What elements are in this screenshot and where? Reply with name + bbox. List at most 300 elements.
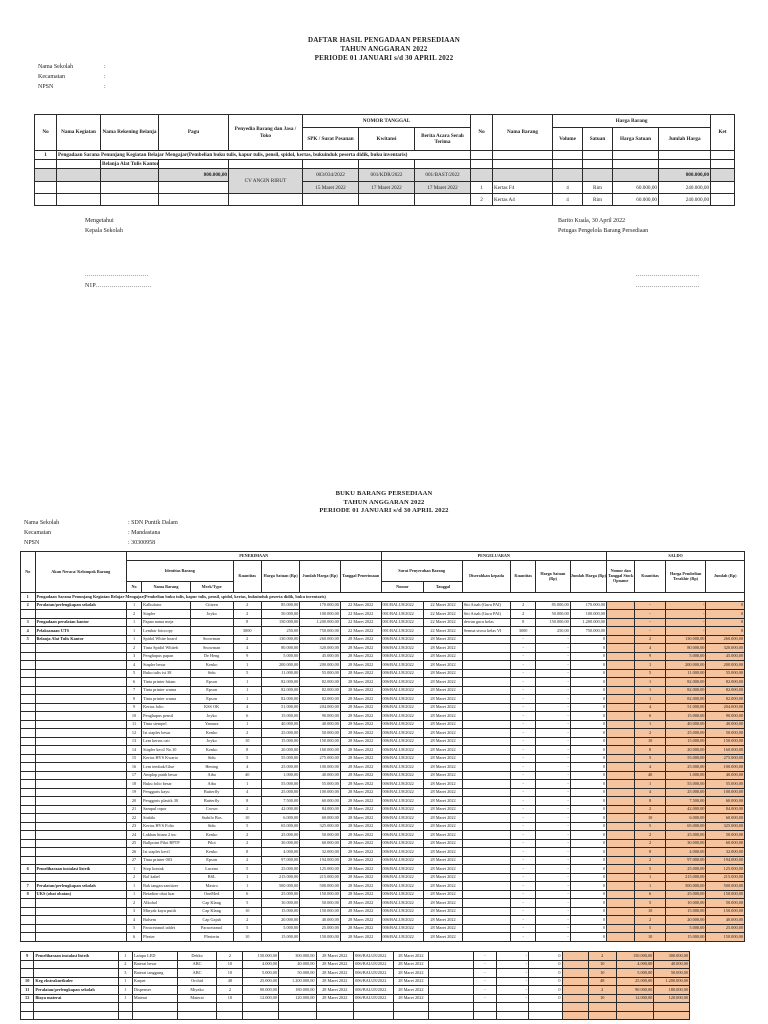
cell: - [535,678,570,687]
cell: 6 [233,890,261,899]
table-row [21,754,745,763]
cell: 0 [570,916,606,925]
cell: 1 [118,952,132,961]
meta-label: NPSN [24,540,40,546]
cell: 22 Maret 2022 [340,627,381,636]
cell: 25.000,00 [665,865,706,874]
cell: 8 [233,848,261,857]
cell: Miyako [177,986,217,995]
cell [101,194,159,206]
cell: Lem kertas cair [142,737,191,746]
cell: 0 [570,678,606,687]
cell: 006/BALU8/2022 [381,780,424,789]
header-cell: No [471,115,493,151]
cell: 40.000,00 [261,720,299,729]
cell: 82.000,00 [261,686,299,695]
cell: 28 Maret 2022 [424,899,462,908]
cell [462,644,511,653]
cell: 320.000,00 [706,644,745,653]
cell: 28 Maret 2022 [424,907,462,916]
cell [583,160,613,169]
cell: 1 [126,627,141,636]
cell: Kenko [190,661,233,670]
header-cell: Volume [553,128,583,151]
cell: 10 [217,969,243,978]
header-cell: Akun Neraca/ Kelompok Barang [35,552,126,593]
cell: 25.000,00 [261,729,299,738]
cell [562,969,588,978]
cell: 150.000,00 [706,737,745,746]
cell: 20.000,00 [665,916,706,925]
cell: 28 Maret 2022 [316,960,354,969]
cell [118,1003,132,1012]
header-cell: Pagu [159,115,229,151]
cell: 48 [588,977,616,986]
header-cell: Harga Barang [553,115,711,128]
cell [462,771,511,780]
stock-book-table-continued [20,951,690,1020]
cell [462,822,511,831]
cell [607,703,635,712]
cell: 28 Maret 2022 [424,788,462,797]
header-cell: NOMOR TANGGAL [303,115,471,128]
cell: 7 [126,686,141,695]
cell [471,169,493,182]
cell: 10 [588,960,616,969]
header-cell: No [126,582,141,593]
cell: 15.000,00 [261,712,299,721]
cell: 1 [35,151,57,160]
cell: Epson [190,686,233,695]
cell: 9 [635,652,665,661]
cell: 2 [233,610,261,619]
sign-left-line1: Mengetahui [85,218,114,224]
cell [607,652,635,661]
cell: 10 [21,977,34,986]
header-cell: Harga Satuan (Rp) [535,561,570,593]
cell [607,839,635,848]
cell: 0 [529,994,563,1003]
cell: 28 Maret 2022 [340,763,381,772]
cell: 28 Maret 2022 [424,763,462,772]
cell: 40.000,00 [279,960,317,969]
cell [393,1011,429,1020]
cell: 16 [126,763,141,772]
cell: - [665,618,706,627]
cell: 30.000,00 [665,839,706,848]
cell: 5 [635,899,665,908]
cell: 28 Maret 2022 [316,994,354,1003]
cell: 1 [118,986,132,995]
cell [462,848,511,857]
cell [553,160,583,169]
cell: 0 [706,618,745,627]
cell: 0 [570,882,606,891]
cell [562,986,588,995]
cell: 0 [570,669,606,678]
cell [35,182,57,194]
cell: Dekko [177,952,217,961]
cell: - [511,669,536,678]
cell [607,856,635,865]
meta-label: Nama Sekolah [24,520,60,526]
cell [21,720,36,729]
cell: 50.000,00 [300,831,341,840]
cell: - [535,848,570,857]
cell: - [511,865,536,874]
cell: - [474,977,497,986]
cell [21,763,36,772]
cell: Sidu [190,754,233,763]
cell: 1 [126,635,141,644]
cell: - [474,994,497,1003]
cell: 215.000,00 [261,873,299,882]
table-row [21,924,745,933]
header-cell: Nomor [381,582,424,593]
table-row [21,771,745,780]
header-cell: SALDO [607,552,745,561]
cell: 65.000,00 [665,822,706,831]
cell [35,712,126,721]
cell: Biaya materai [34,994,118,1003]
cell [607,737,635,746]
cell: 5 [635,865,665,874]
cell [35,754,126,763]
cell: 003/034/2022 [303,169,359,182]
cell: 28 Maret 2022 [424,661,462,670]
cell [35,737,126,746]
cell: - [535,754,570,763]
cell: 500.000,00 [300,882,341,891]
cell: 5 [635,669,665,678]
header-cell: Satuan [583,128,613,151]
cell: 5.000,00 [665,652,706,661]
cell [21,873,36,882]
table-row [21,720,745,729]
cell [616,1011,654,1020]
cell: 28 Maret 2022 [340,780,381,789]
table-row [21,763,745,772]
cell [35,729,126,738]
sign-left-dotline: ................................ [85,272,149,278]
table-row [21,822,745,831]
cell [35,933,126,942]
cell [21,960,34,969]
cell: 4 [635,703,665,712]
cell: 0 [570,788,606,797]
cell: 0 [570,780,606,789]
cell: 0 [570,652,606,661]
cell: - [511,754,536,763]
cell: 28 Maret 2022 [340,873,381,882]
cell: 17 Maret 2022 [359,182,415,194]
cell: 006/BALU8/2022 [381,899,424,908]
cell [279,1011,317,1020]
cell: 12.000,00 [243,994,279,1003]
cell: Lem tembak/Glue [142,763,191,772]
cell: Crown [190,805,233,814]
cell: 150.000,00 [706,907,745,916]
cell: 5 [635,822,665,831]
sign-left-block [85,216,123,236]
cell: 28 Maret 2022 [424,780,462,789]
cell: - [511,805,536,814]
cell: 25.000,00 [665,831,706,840]
cell: 2 [511,601,536,610]
cell [462,652,511,661]
cell: 11.000,00 [261,669,299,678]
cell: 11 [126,720,141,729]
cell [429,1011,474,1020]
cell: Paracetamol tablet [142,924,191,933]
cell [229,194,303,206]
cell: - [635,618,665,627]
cell [21,848,36,857]
cell: 006/BALU8/2022 [381,754,424,763]
cell [462,839,511,848]
header-cell: Penyedia Barang dan Jasa / Toko [229,115,303,151]
cell: - [496,952,528,961]
cell: Butterfly [190,788,233,797]
procurement-table [34,114,735,206]
cell: 1 [233,678,261,687]
cell: 800.000,00 [659,169,711,182]
report2-title-line3: PERIODE 01 JANUARI s/d 30 APRIL 2022 [319,507,449,514]
cell [711,194,735,206]
cell [34,1011,118,1020]
cell: Buku folio besar [142,780,191,789]
cell [21,712,36,721]
cell [583,169,613,182]
cell [607,695,635,704]
cell: - [535,644,570,653]
cell: 120.000,00 [279,994,317,1003]
cell: 10 [126,712,141,721]
cell: 82.000,00 [261,678,299,687]
cell: 28 Maret 2022 [424,729,462,738]
cell: Plester [142,933,191,942]
cell: 51.000,00 [665,703,706,712]
cell: 006/BALU8/2022 [381,839,424,848]
cell: 8 [233,797,261,806]
cell: 006/BALU8/2022 [354,960,394,969]
cell: 1 [635,780,665,789]
cell: - [535,899,570,908]
cell [607,924,635,933]
cell: 82.000,00 [300,678,341,687]
cell [607,805,635,814]
table-row [21,873,745,882]
cell: Orchid [177,977,217,986]
table-row [21,952,690,961]
cell: 8 [126,695,141,704]
cell: 0 [529,969,563,978]
cell: 28 Maret 2022 [340,771,381,780]
cell: 25.000,00 [261,865,299,874]
cell: 0 [570,831,606,840]
cell: 2 [233,805,261,814]
cell: Cap Klang [190,899,233,908]
cell: - [511,763,536,772]
cell: - [511,822,536,831]
cell [607,712,635,721]
cell: 6 [233,712,261,721]
table-row [21,746,745,755]
cell: 32.000,00 [300,848,341,857]
header-cell: Merk/Type [190,582,233,593]
report2-title-line2: TAHUN ANGGARAN 2022 [343,498,425,506]
cell: 25.000,00 [665,729,706,738]
cell: 60.000,00 [300,814,341,823]
cell: 28 Maret 2022 [393,960,429,969]
table-row [21,856,745,865]
cell: Karpet [132,977,177,986]
header-cell: PENGELUARAN [381,552,607,561]
cell [462,933,511,942]
cell [35,160,57,169]
cell: 50.000,00 [706,729,745,738]
cell [35,924,126,933]
cell: 50.000,00 [300,899,341,908]
cell [21,797,36,806]
cell: 150.000,00 [261,618,299,627]
cell: 28 Maret 2022 [340,686,381,695]
cell: 0 [529,952,563,961]
cell: 13 [126,737,141,746]
cell: 1 [118,994,132,1003]
cell: 006/BALU8/2022 [354,986,394,995]
cell [607,780,635,789]
cell: 150.000,00 [300,907,341,916]
meta-label: Kecamatan [24,530,51,536]
cell: 55.000,00 [261,754,299,763]
cell: 12 [21,994,34,1003]
cell: 170.000,00 [300,601,341,610]
cell: Plesterin [190,933,233,942]
cell [21,737,36,746]
cell: 0 [570,933,606,942]
cell: 28 Maret 2022 [340,788,381,797]
report1-title-line3: PERIODE 01 JANUARI s/d 30 APRIL 2022 [314,54,454,62]
cell: Aiba [190,780,233,789]
cell: - [496,969,528,978]
table-row [21,907,745,916]
cell: - [511,720,536,729]
cell [607,720,635,729]
cell: 001/BAST/2022 [415,169,471,182]
cell: 60.000,00 [613,194,659,206]
cell [462,814,511,823]
cell: - [665,601,706,610]
cell: - [496,960,528,969]
cell: 0 [570,814,606,823]
cell: - [511,797,536,806]
cell: 4 [635,788,665,797]
cell: 3 [126,652,141,661]
cell: 25.000,00 [261,788,299,797]
cell: 28 Maret 2022 [340,848,381,857]
table-row [21,865,745,874]
cell: 82.000,00 [706,695,745,704]
cell: 1 [635,873,665,882]
cell: 25.000,00 [261,831,299,840]
cell: 28 Maret 2022 [340,746,381,755]
cell [21,771,36,780]
cell: - [511,788,536,797]
cell: 28 Maret 2022 [340,729,381,738]
cell [21,839,36,848]
meta-value: : [104,64,106,70]
cell: - [635,610,665,619]
cell: 28 Maret 2022 [424,933,462,942]
cell: Mastro [190,882,233,891]
cell: - [511,916,536,925]
cell [583,151,613,160]
cell: 0 [529,977,563,986]
header-cell: Surat Penyerahan Barang [381,561,462,582]
cell: 0 [570,746,606,755]
cell: 006/BALU8/2022 [381,848,424,857]
cell: Materai [177,994,217,1003]
cell [607,601,635,610]
cell: 150.000,00 [300,890,341,899]
cell: 1 [233,686,261,695]
cell: Siti Aisah (Guru PAI) [462,610,511,619]
cell: De Heng [190,652,233,661]
cell: 006/BALU8/2022 [381,907,424,916]
header-cell: SPK / Surat Pesanan [303,128,359,151]
cell: 28 Maret 2022 [340,916,381,925]
cell: Cap Gajah [190,916,233,925]
cell: 20.000,00 [665,746,706,755]
cell: 42.000,00 [261,805,299,814]
cell [607,882,635,891]
cell: - [511,873,536,882]
cell: 130.000,00 [665,635,706,644]
cell [462,831,511,840]
cell [21,686,36,695]
cell [474,1011,497,1020]
cell: Pemeliharaan instalasi listrik [34,952,118,961]
cell: - [535,882,570,891]
cell: 006/BALU8/2022 [381,822,424,831]
cell: - [496,994,528,1003]
cell: Aiba [190,771,233,780]
cell: Penghapus papan [142,652,191,661]
report2-title-line1: BUKU BARANG PERSEDIAAN [335,490,433,497]
cell: 25.000,00 [261,763,299,772]
cell: 0 [570,635,606,644]
cell [462,754,511,763]
cell: 10 [635,907,665,916]
table-row [21,848,745,857]
cell [607,627,635,636]
cell: 1 [635,695,665,704]
cell: - [511,703,536,712]
cell [21,856,36,865]
cell [35,746,126,755]
cell [35,695,126,704]
cell: 80.000,00 [665,644,706,653]
cell: - [535,746,570,755]
cell: 28 Maret 2022 [424,720,462,729]
table-row [21,678,745,687]
cell: 250,00 [535,627,570,636]
table-row [21,994,690,1003]
cell: - [511,924,536,933]
cell: Belanja Alat Tulis Kantor [102,161,159,167]
cell: - [535,661,570,670]
